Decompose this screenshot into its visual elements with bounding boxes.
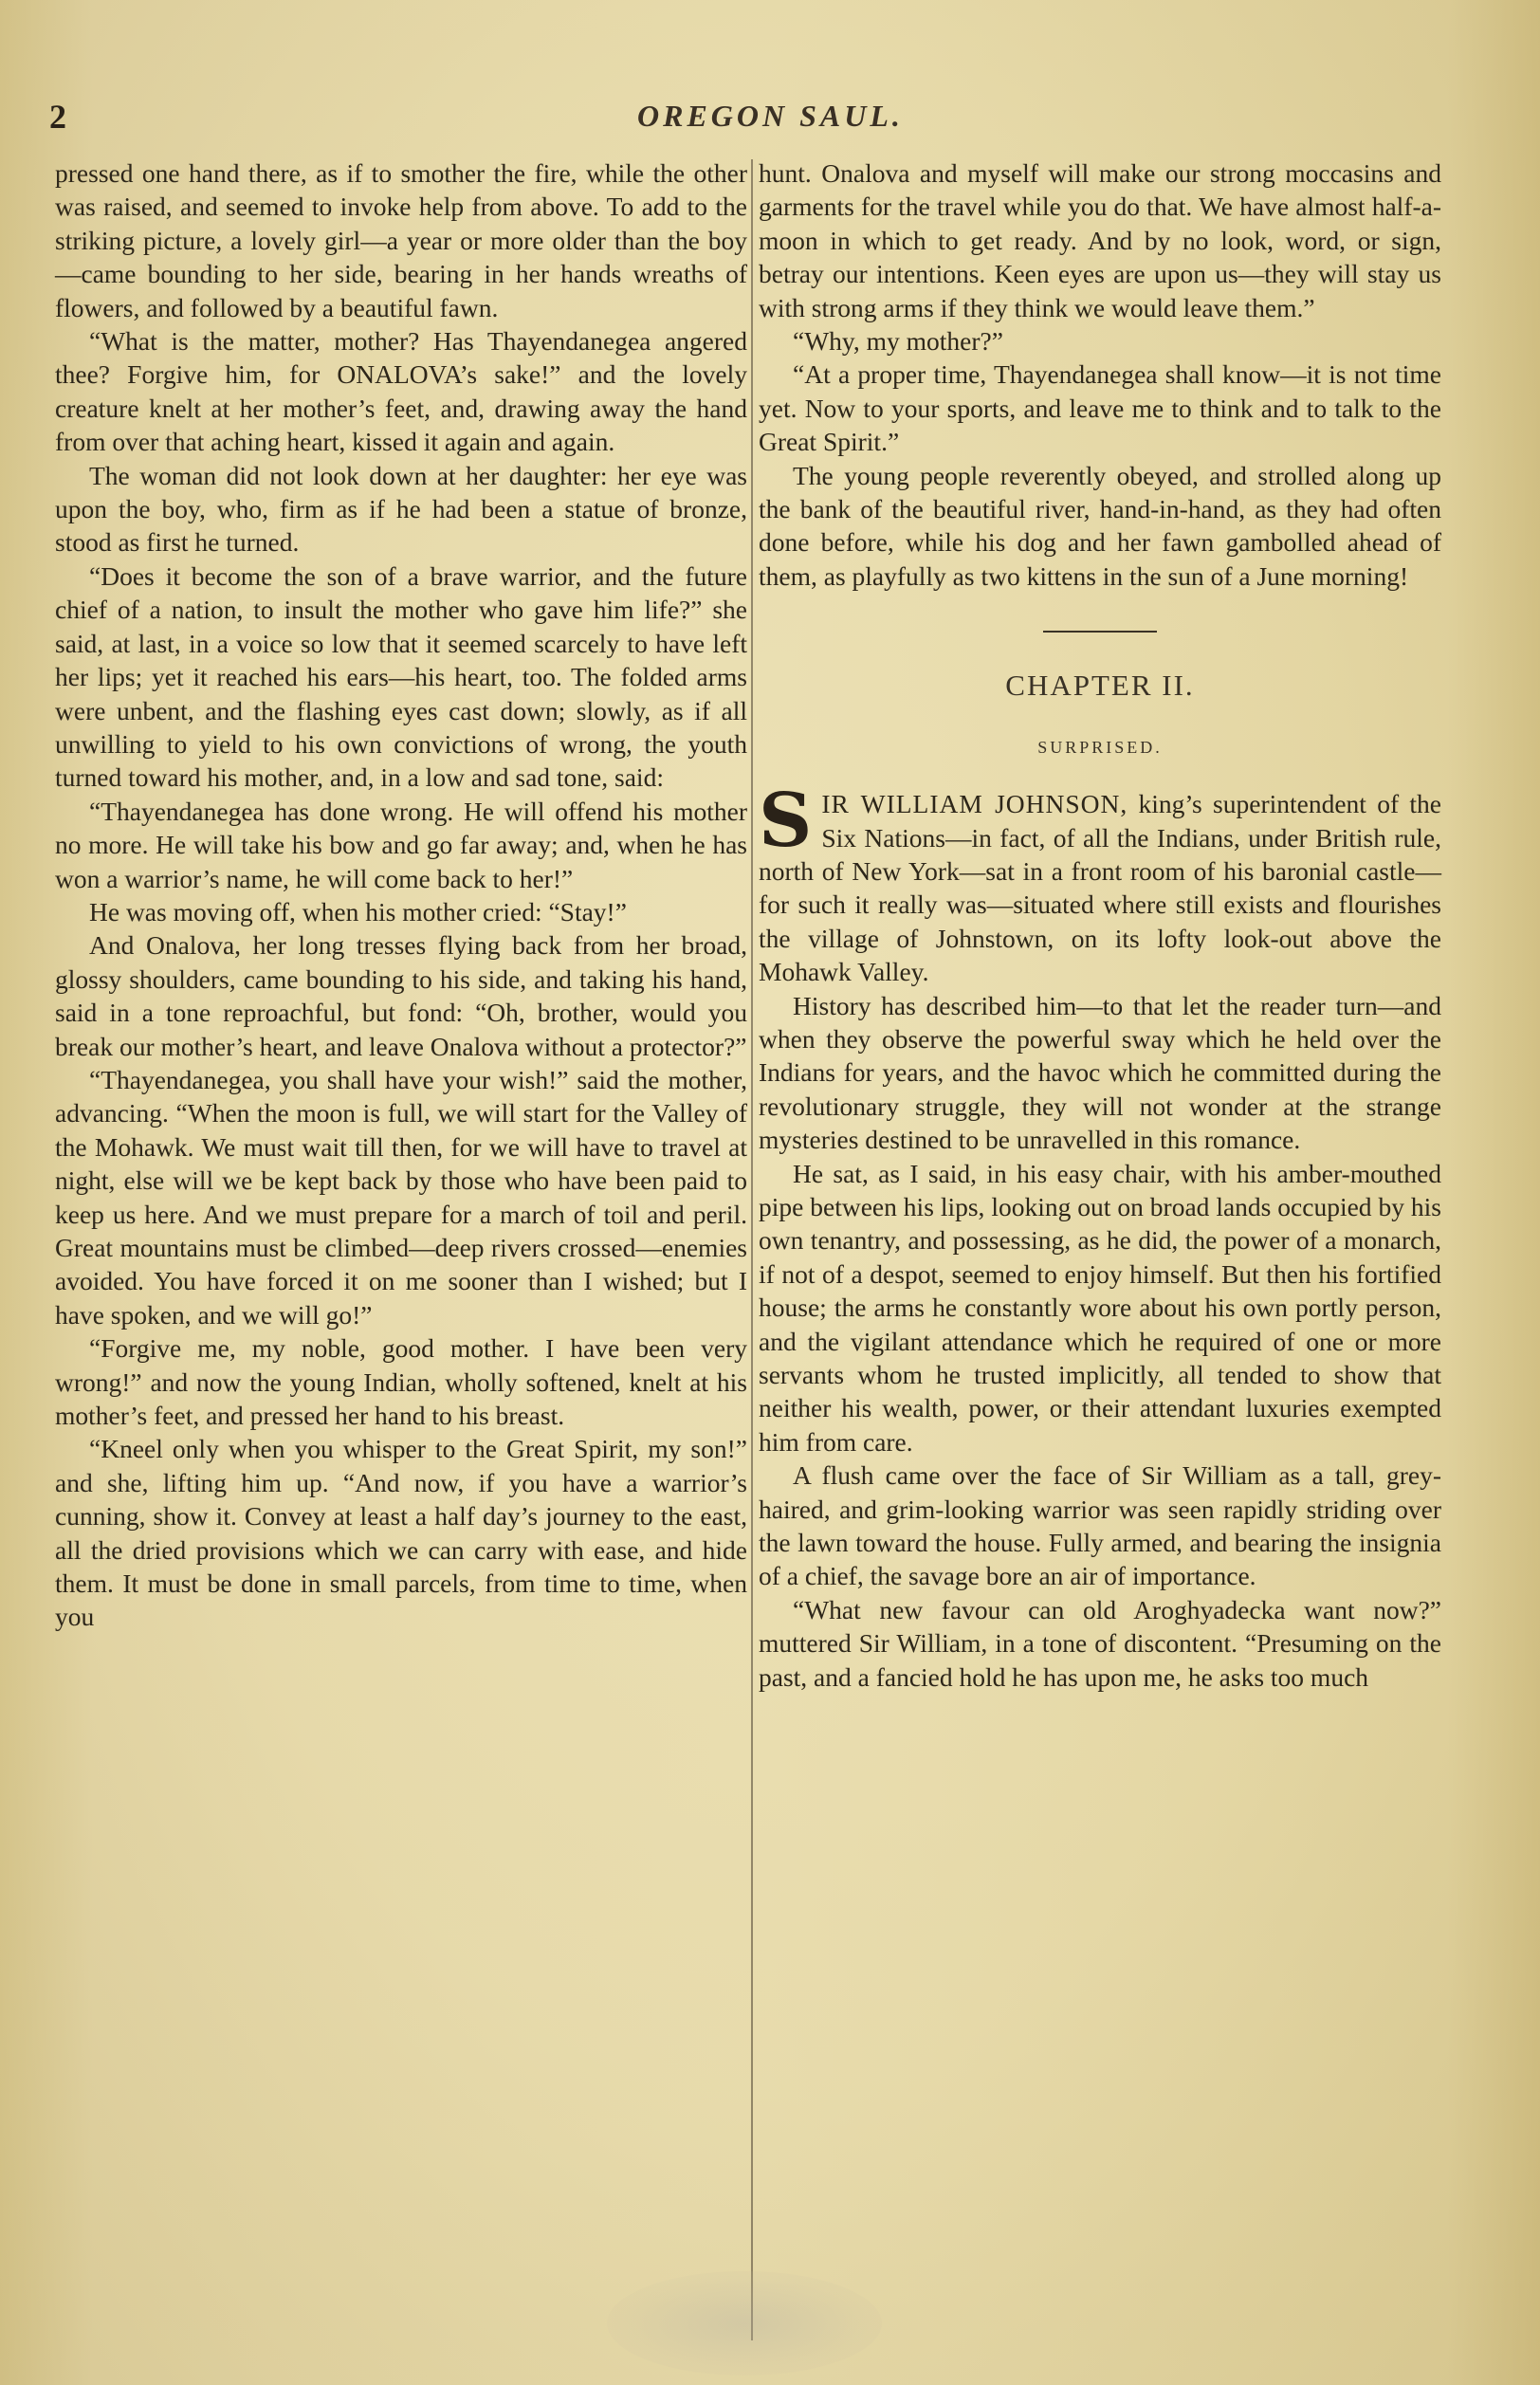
paragraph: “Does it become the son of a brave warrior, and the future chief of a nation, to insult the mother who gave him life?” she said, at last, in a voice so low that it seemed scarcely to have left her lips; yet it reached his ears—his heart, too. The folded arms were unbent, and the flashing eyes cast down; slowly, as if all unwilling to yield to his own convictions of wrong, the youth turned toward his mother, and, in a low and sad tone, said: bbox=[55, 560, 747, 793]
running-title: OREGON SAUL. bbox=[637, 99, 904, 133]
page-number: 2 bbox=[49, 98, 66, 136]
chapter-opening-paragraph bbox=[759, 778, 1441, 988]
paragraph: “Kneel only when you whisper to the Great Spirit, my son!” and she, lifting him up. “And now, if you have a warrior’s cunning, show it. Convey at least a half day’s journey to the east, all the dried provisions which we can carry with ease, and hide them. It must be done in small parcels, from time to time, when you bbox=[55, 1434, 747, 1632]
opening-text: king’s superintendent of the Six Nations—in fact, of all the Indians, under British rule, north of New York—sat in a front room of his baronial castle—for such it really was—situated where still exists and flourishes the village of Johnstown, on its lofty look-out above the Mohawk Valley. bbox=[759, 789, 1441, 987]
paragraph: He sat, as I said, in his easy chair, with his amber-mouthed pipe between his lips, looking out on broad lands occupied by his own tenantry, and possessing, as he did, the power of a monarch, if not of a despot, seemed to enjoy himself. But then his fortified house; the arms he constantly wore about his own portly person, and the vigilant attendance which he required of one or more servants whom he trusted implicitly, all tended to show that neither his wealth, power, or their attendant luxuries exempted him from care. bbox=[759, 1158, 1441, 1457]
paragraph: The woman did not look down at her daughter: her eye was upon the boy, who, firm as if he had been a statue of bronze, stood as first he turned. bbox=[55, 460, 747, 558]
paragraph: He was moving off, when his mother cried: “Stay!” bbox=[89, 896, 627, 926]
left-column bbox=[55, 156, 747, 1634]
paragraph: hunt. Onalova and myself will make our strong moccasins and garments for the travel while you do that. We have almost half-a-moon in which to get ready. And by no look, word, or sign, betray our intentions. Keen eyes are upon us—they will stay us with strong arms if they think we would leave them.” bbox=[759, 158, 1441, 322]
page-header bbox=[49, 97, 1491, 144]
paragraph: A flush came over the face of Sir William as a tall, grey-haired, and grim-looking warrior was seen rapidly striding over the lawn toward the house. Fully armed, and bearing the insignia of a chief, the savage bore an air of importance. bbox=[759, 1460, 1441, 1591]
paragraph: “Thayendanegea has done wrong. He will offend his mother no more. He will take his bow and go far away; and, when he has won a warrior’s name, he will come back to her!” bbox=[55, 796, 747, 893]
paragraph: “What is the matter, mother? Has Thayendanegea angered thee? Forgive him, for ONALOVA’s sake!” and the lovely creature knelt at her mother’s feet, and, drawing away the hand from over that aching heart, kissed it again and again. bbox=[55, 326, 747, 457]
paragraph: “Forgive me, my noble, good mother. I have been very wrong!” and now the young Indian, wholly softened, knelt at his mother’s feet, and pressed her hand to his breast. bbox=[55, 1333, 747, 1431]
section-rule bbox=[1043, 631, 1157, 633]
drop-cap: S bbox=[759, 778, 813, 865]
library-stamp-stain bbox=[607, 2271, 882, 2376]
paragraph: “Thayendanegea, you shall have your wish!” said the mother, advancing. “When the moon is full, we will start for the Valley of the Mohawk. We must wait till then, for we will have to travel at night, else will we be kept back by those who have been paid to keep us here. And we must prepare for a march of toil and peril. Great mountains must be climbed—deep rivers crossed—enemies avoided. You have forced it on me sooner than I wished; but I have spoken, and we will go!” bbox=[55, 1064, 747, 1330]
right-column bbox=[759, 156, 1441, 1694]
paragraph: “What new favour can old Aroghyadecka want now?” muttered Sir William, in a tone of discontent. “Presuming on the past, and a fancied hold he has upon me, he asks too much bbox=[759, 1594, 1441, 1692]
paragraph: “At a proper time, Thayendanegea shall know—it is not time yet. Now to your sports, and leave me to think and to talk to the Great Spirit.” bbox=[759, 359, 1441, 457]
lead-caps: IR WILLIAM JOHNSON, bbox=[821, 789, 1128, 819]
chapter-subtitle: SURPRISED. bbox=[1037, 737, 1163, 757]
paragraph: The young people reverently obeyed, and strolled along up the bank of the beautiful river, hand-in-hand, as they had often done before, while his dog and her fawn gambolled ahead of them, as playfully as two kittens in the sun of a June morning! bbox=[759, 460, 1441, 591]
column-divider bbox=[751, 159, 753, 2340]
paragraph: And Onalova, her long tresses flying back from her broad, glossy shoulders, came bounding to his side, and taking his hand, said in a tone reproachful, but fond: “Oh, brother, would you break our mother’s heart, and leave Onalova without a protector?” bbox=[55, 930, 747, 1061]
paragraph: “Why, my mother?” bbox=[793, 326, 1003, 357]
chapter-heading: CHAPTER II. bbox=[1005, 669, 1195, 703]
paragraph: History has described him—to that let the reader turn—and when they observe the powerful sway which he held over the Indians for years, and the havoc which he committed during the revolutionary struggle, they will not wonder at the strange mysteries destined to be unravelled in this romance. bbox=[759, 990, 1441, 1155]
paragraph: pressed one hand there, as if to smother the fire, while the other was raised, and seemed to invoke help from above. To add to the striking picture, a lovely girl—a year or more older than the boy—came bounding to her side, bearing in her hands wreaths of flowers, and followed by a beautiful fawn. bbox=[55, 158, 747, 322]
